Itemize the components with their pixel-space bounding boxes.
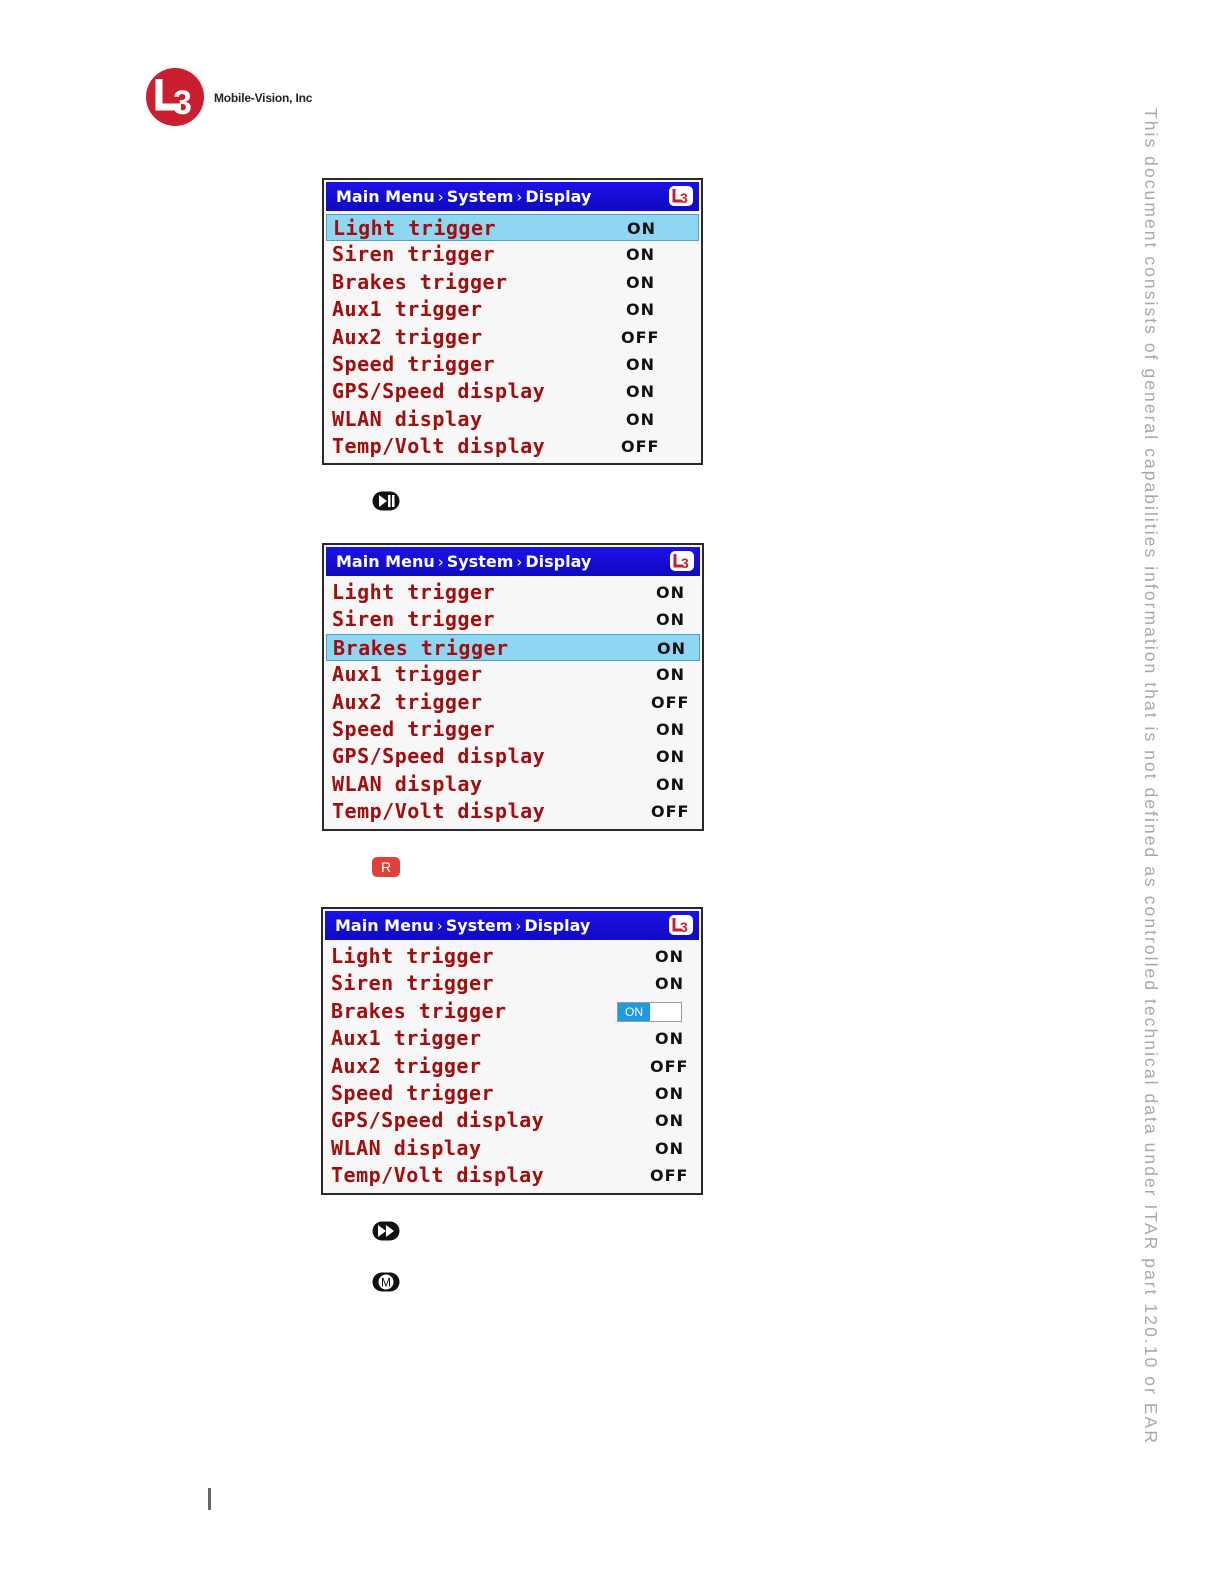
- screen-header: [326, 547, 700, 576]
- menu-item-label: Speed trigger: [331, 1080, 495, 1105]
- l3-badge-icon: [670, 551, 694, 571]
- breadcrumb-system[interactable]: System: [446, 552, 514, 571]
- menu-item-value: ON: [655, 1083, 684, 1103]
- menu-item-label: Siren trigger: [332, 242, 496, 267]
- menu-item[interactable]: [326, 606, 700, 633]
- breadcrumb-system[interactable]: System: [446, 187, 514, 206]
- menu-item[interactable]: [326, 269, 699, 296]
- menu-item-value: ON: [656, 774, 685, 794]
- menu-button-icon: [372, 1272, 400, 1292]
- menu-button-label: M: [381, 1275, 391, 1290]
- menu-item-label: Light trigger: [331, 944, 495, 968]
- menu-item[interactable]: [325, 998, 699, 1025]
- menu-item-value: ON: [626, 300, 655, 320]
- menu-screen-2: [322, 543, 704, 831]
- menu-item[interactable]: [326, 241, 699, 268]
- screen-header: [325, 911, 699, 940]
- menu-item[interactable]: [326, 351, 699, 378]
- menu-item-value: ON: [655, 947, 684, 966]
- menu-item-label: Temp/Volt display: [332, 799, 546, 824]
- menu-item[interactable]: [325, 970, 699, 997]
- breadcrumb-separator-icon: ›: [516, 188, 523, 206]
- menu-item-value: OFF: [650, 1056, 689, 1076]
- breadcrumb-main-menu[interactable]: Main Menu: [335, 916, 434, 935]
- menu-item-value: ON: [626, 245, 655, 265]
- menu-item-value: ON: [656, 610, 685, 630]
- menu-item-label: Aux2 trigger: [332, 689, 483, 714]
- l3-badge-icon: [669, 186, 693, 206]
- menu-item[interactable]: [326, 378, 699, 405]
- menu-item[interactable]: [326, 743, 700, 770]
- menu-item-value: ON: [656, 583, 685, 602]
- svg-text:3: 3: [680, 919, 688, 935]
- menu-item-value: ON: [655, 974, 684, 994]
- menu-item[interactable]: [325, 1135, 699, 1162]
- l3-logo-icon: [143, 67, 207, 127]
- menu-item[interactable]: [326, 798, 700, 825]
- breadcrumb-display: Display: [524, 916, 591, 935]
- breadcrumb-separator-icon: ›: [515, 917, 522, 935]
- menu-item-value: OFF: [621, 327, 660, 347]
- menu-item-value: ON: [627, 219, 656, 238]
- menu-item-label: Siren trigger: [332, 607, 496, 632]
- menu-item-label: WLAN display: [332, 771, 483, 796]
- menu-item-value: ON: [626, 409, 655, 429]
- menu-item[interactable]: [325, 1080, 699, 1107]
- itar-notice: This document consists of general capabilities information that is not defined as controlled technical data under ITAR part 120.10 or EAR: [1141, 108, 1161, 1445]
- menu-item[interactable]: [325, 1107, 699, 1134]
- menu-screen-1: [322, 178, 703, 465]
- on-off-toggle[interactable]: [617, 1002, 682, 1022]
- menu-item[interactable]: [326, 634, 700, 661]
- menu-item-label: Aux1 trigger: [332, 662, 483, 687]
- breadcrumb-system[interactable]: System: [445, 916, 513, 935]
- menu-item-value: OFF: [621, 437, 660, 457]
- menu-item-label: Speed trigger: [332, 716, 496, 741]
- breadcrumb-separator-icon: ›: [437, 188, 444, 206]
- menu-item-label: Brakes trigger: [331, 998, 507, 1023]
- menu-item[interactable]: [325, 1162, 699, 1189]
- breadcrumb-display: Display: [525, 552, 592, 571]
- l3-badge-icon: [669, 915, 693, 935]
- svg-text:3: 3: [681, 555, 689, 571]
- breadcrumb-separator-icon: ›: [437, 553, 444, 571]
- menu-item[interactable]: [326, 689, 700, 716]
- menu-item-label: Brakes trigger: [333, 635, 509, 660]
- menu-item-label: GPS/Speed display: [332, 744, 546, 769]
- menu-item-value: ON: [656, 665, 685, 685]
- menu-item[interactable]: [326, 716, 700, 743]
- menu-item[interactable]: [326, 661, 700, 688]
- menu-item-value: ON: [656, 747, 685, 767]
- breadcrumb-display: Display: [525, 187, 592, 206]
- menu-item[interactable]: [326, 406, 699, 433]
- menu-item[interactable]: [326, 214, 699, 241]
- menu-item-value: ON: [626, 272, 655, 292]
- svg-text:3: 3: [680, 190, 688, 206]
- menu-item[interactable]: [325, 943, 699, 970]
- menu-item-label: GPS/Speed display: [332, 379, 546, 404]
- menu-item-label: Temp/Volt display: [331, 1163, 545, 1188]
- menu-item[interactable]: [326, 296, 699, 323]
- company-logo: [143, 67, 343, 131]
- logo-glyph: 3: [173, 84, 192, 122]
- menu-item-label: WLAN display: [331, 1135, 482, 1160]
- fast-forward-button[interactable]: [372, 1221, 400, 1241]
- record-button-icon: [372, 857, 400, 877]
- breadcrumb-separator-icon: ›: [436, 917, 443, 935]
- toggle-on-label: ON: [618, 1003, 650, 1021]
- menu-item[interactable]: [325, 1025, 699, 1052]
- menu-item-label: Light trigger: [332, 580, 496, 604]
- menu-item-value: ON: [657, 638, 686, 658]
- menu-list: [326, 214, 699, 461]
- menu-item-label: Aux1 trigger: [331, 1026, 482, 1051]
- fast-forward-icon: [372, 1221, 400, 1241]
- breadcrumb-main-menu[interactable]: Main Menu: [336, 187, 435, 206]
- play-pause-icon: [372, 491, 400, 511]
- menu-item-label: Siren trigger: [331, 971, 495, 996]
- menu-item-label: Aux2 trigger: [332, 324, 483, 349]
- menu-button[interactable]: [372, 1272, 400, 1292]
- menu-item[interactable]: [326, 324, 699, 351]
- menu-item[interactable]: [326, 579, 700, 606]
- menu-item-value: ON: [655, 1138, 684, 1158]
- menu-item[interactable]: [326, 433, 699, 460]
- menu-item-label: WLAN display: [332, 406, 483, 431]
- menu-item-value: ON: [655, 1111, 684, 1131]
- menu-item-value: OFF: [650, 1166, 689, 1186]
- menu-item-label: Aux2 trigger: [331, 1053, 482, 1078]
- menu-list: [325, 943, 699, 1190]
- screen-header: [326, 182, 699, 211]
- company-name: Mobile-Vision, Inc: [214, 91, 313, 105]
- menu-item-label: Brakes trigger: [332, 269, 508, 294]
- menu-item-label: Temp/Volt display: [332, 434, 546, 459]
- menu-item-value: OFF: [651, 802, 690, 822]
- play-pause-button[interactable]: [372, 491, 400, 511]
- breadcrumb-separator-icon: ›: [516, 553, 523, 571]
- menu-screen-3: [321, 907, 703, 1195]
- record-button-label: R: [380, 859, 392, 875]
- menu-item-value: ON: [655, 1029, 684, 1049]
- menu-list: [326, 579, 700, 826]
- menu-item-value: ON: [626, 382, 655, 402]
- menu-item-label: Aux1 trigger: [332, 297, 483, 322]
- page-footer-divider: [208, 1488, 211, 1510]
- menu-item-label: Speed trigger: [332, 351, 496, 376]
- menu-item-value: ON: [656, 719, 685, 739]
- menu-item[interactable]: [326, 771, 700, 798]
- menu-item-label: Light trigger: [333, 216, 497, 240]
- menu-item-value: ON: [626, 354, 655, 374]
- menu-item-value: OFF: [651, 692, 690, 712]
- menu-item-label: GPS/Speed display: [331, 1108, 545, 1133]
- menu-item[interactable]: [325, 1053, 699, 1080]
- breadcrumb-main-menu[interactable]: Main Menu: [336, 552, 435, 571]
- record-button[interactable]: [372, 857, 400, 877]
